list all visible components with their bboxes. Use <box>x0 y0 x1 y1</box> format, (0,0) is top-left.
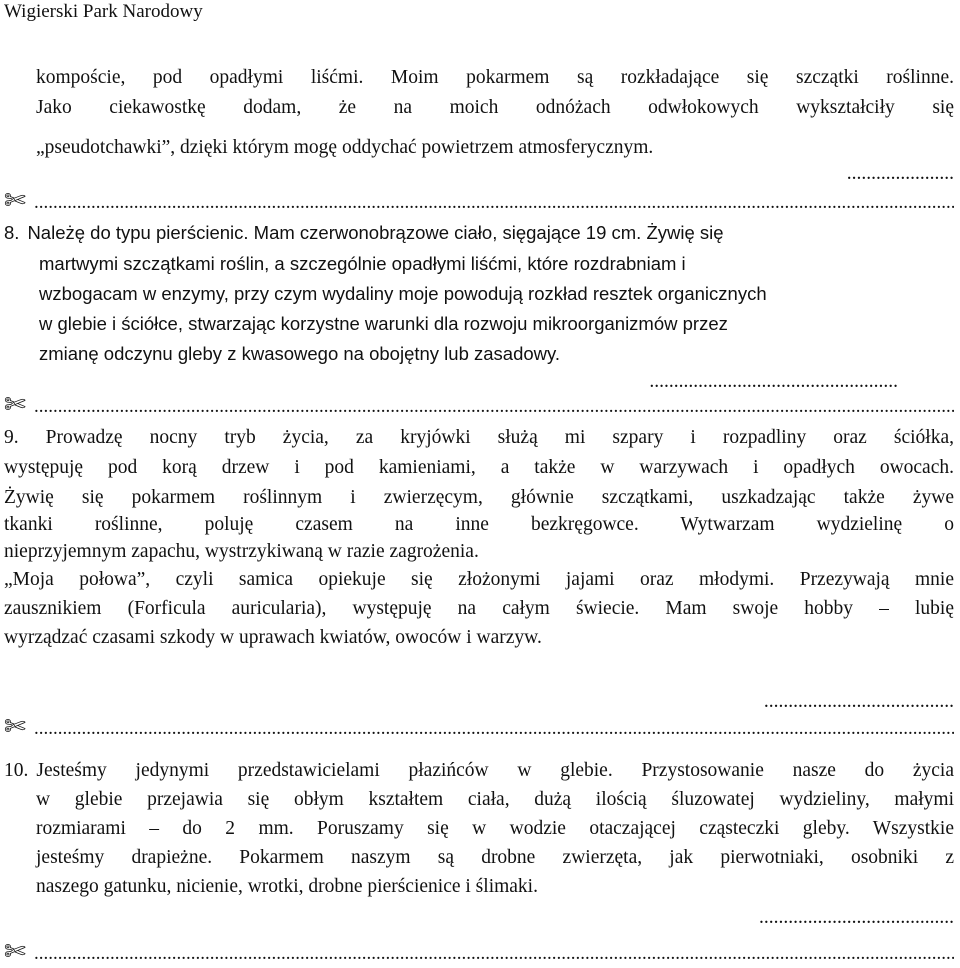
cut-dots <box>34 718 954 740</box>
cut-dots <box>34 396 954 418</box>
section9-line-8: wyrządzać czasami szkody w uprawach kwiatów, owoców i warzyw. <box>4 627 542 648</box>
section9-line-1: 9. Prowadzę nocny tryb życia, za kryjówki służą mi szpary i rozpadliny oraz ściółka, <box>4 427 954 448</box>
section9-line-4: tkanki roślinne, poluję czasem na inne bezkręgowce. Wytwarzam wydzielinę o <box>4 514 954 535</box>
section8-line-3: wzbogacam w enzymy, przy czym wydaliny moje powodują rozkład resztek organicznych <box>39 283 767 304</box>
section8-answer-dots: ................................................... <box>649 371 898 392</box>
scissors-icon: ✄ <box>4 937 26 967</box>
section8-line-2: martwymi szczątkami roślin, a szczególnie opadłymi liśćmi, które rozdrabniam i <box>39 253 686 274</box>
cut-line-3 <box>4 712 954 740</box>
section9-line-7: zausznikiem (Forficula auricularia), występuję na całym świecie. Mam swoje hobby – lubię <box>4 598 954 619</box>
section9-line-2: występuję pod korą drzew i pod kamieniami, a także w warzywach i opadłych owocach. <box>4 457 954 478</box>
section9-answer-dots: ....................................... <box>763 691 954 712</box>
section7-line-2: Jako ciekawostkę dodam, że na moich odnóżach odwłokowych wykształciły się <box>36 97 954 118</box>
cut-dots <box>34 192 954 214</box>
section8-line-5: zmianę odczynu gleby z kwasowego na obojętny lub zasadowy. <box>39 343 561 364</box>
section10-number: 10. <box>4 760 29 781</box>
section10-line-1-text: Jesteśmy jedynymi przedstawicielami płazińców w glebie. Przystosowanie nasze do życia <box>36 760 954 781</box>
page-header-title: Wigierski Park Narodowy <box>4 1 203 22</box>
cut-line-1 <box>4 186 954 214</box>
scissors-icon: ✄ <box>4 186 26 216</box>
section7-answer-dots: ...................... <box>846 163 954 184</box>
section10-line-3: rozmiarami – do 2 mm. Poruszamy się w wodzie otaczającej cząsteczki gleby. Wszystkie <box>36 818 954 839</box>
section8-number: 8. <box>4 222 20 243</box>
section10-answer-dots: ........................................ <box>759 907 954 928</box>
cut-line-2 <box>4 390 954 418</box>
section9-line-3: Żywię się pokarmem roślinnym i zwierzęcym, głównie szczątkami, uszkadzając także żywe <box>4 487 954 508</box>
section10-line-2: w glebie przejawia się obłym kształtem ciała, dużą ilością śluzowatej wydzieliny, małymi <box>36 789 954 810</box>
section10-line-1 <box>4 757 954 784</box>
section8-line-4: w glebie i ściółce, stwarzając korzystne warunki dla rozwoju mikroorganizmów przez <box>39 313 728 334</box>
section10-line-5: naszego gatunku, nicienie, wrotki, drobne pierścienice i ślimaki. <box>36 876 538 897</box>
section10-line-4: jesteśmy drapieżne. Pokarmem naszym są drobne zwierzęta, jak pierwotniaki, osobniki z <box>36 847 954 868</box>
scissors-icon: ✄ <box>4 712 26 742</box>
section9-line-6: „Moja połowa”, czyli samica opiekuje się złożonymi jajami oraz młodymi. Przezywają mnie <box>4 569 954 590</box>
section7-line-1: kompoście, pod opadłymi liśćmi. Moim pokarmem są rozkładające się szczątki roślinne. <box>36 67 954 88</box>
cut-dots <box>34 943 954 965</box>
section8-line-1-text: Należę do typu pierścienic. Mam czerwonobrązowe ciało, sięgające 19 cm. Żywię się <box>27 222 724 243</box>
section8-line-1 <box>4 219 954 246</box>
cut-line-4 <box>4 937 954 965</box>
scissors-icon: ✄ <box>4 390 26 420</box>
section7-line-3: „pseudotchawki”, dzięki którym mogę oddychać powietrzem atmosferycznym. <box>36 137 654 158</box>
section9-line-5: nieprzyjemnym zapachu, wystrzykiwaną w razie zagrożenia. <box>4 541 479 562</box>
